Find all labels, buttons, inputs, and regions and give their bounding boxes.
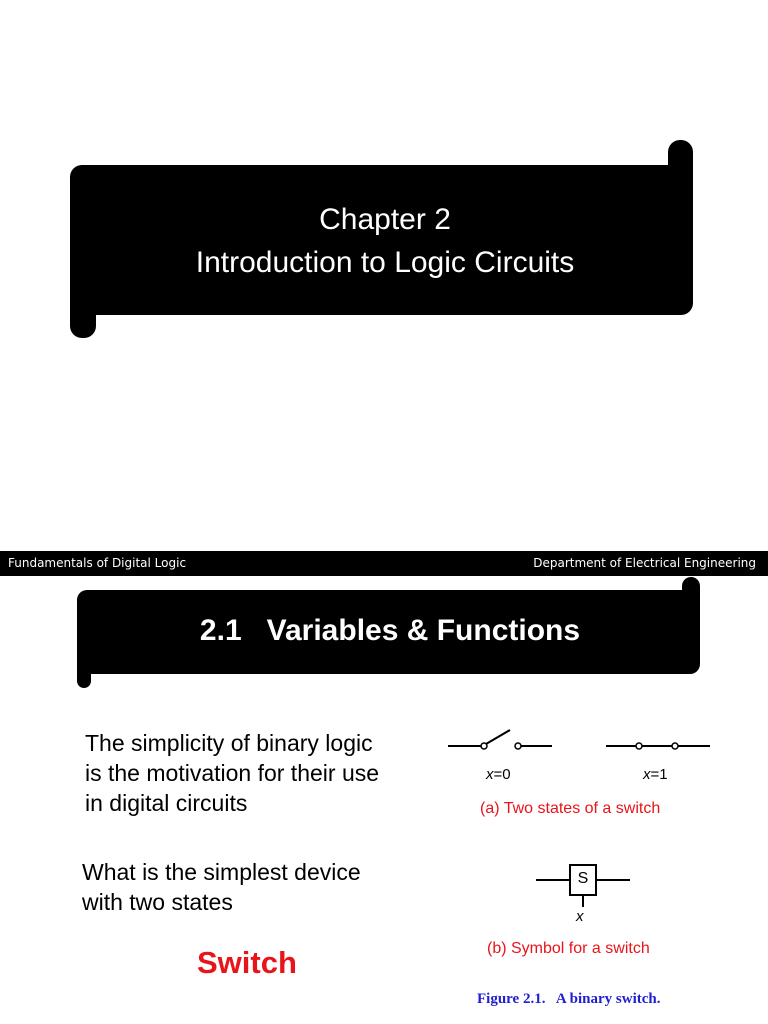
chapter-title-line-1: Chapter 2: [319, 203, 451, 236]
switch-symbol-variable: x: [576, 908, 584, 925]
switch-symbol-letter: S: [577, 870, 589, 887]
question-line: What is the simplest device: [82, 859, 361, 885]
state-0-eq: =0: [493, 766, 511, 783]
chapter-title-line-2: Introduction to Logic Circuits: [195, 246, 575, 279]
caption-two-states: (a) Two states of a switch: [480, 800, 661, 817]
switch-open-diagram: [448, 730, 552, 749]
state-1-eq: =1: [650, 766, 668, 783]
answer-text: Switch: [197, 945, 297, 980]
question-line: with two states: [82, 889, 233, 915]
intro-line: The simplicity of binary logic: [85, 730, 373, 756]
question-paragraph: [82, 857, 422, 917]
switch-closed-diagram: [606, 743, 710, 749]
footer-course-name: Fundamentals of Digital Logic: [8, 556, 187, 570]
state-1-label: [643, 766, 668, 783]
intro-paragraph: [85, 728, 425, 818]
section-title: 2.1 Variables & Functions: [199, 614, 581, 647]
footer-department: Department of Electrical Engineering: [533, 556, 756, 570]
caption-switch-symbol: (b) Symbol for a switch: [487, 940, 650, 957]
state-1-var: x: [643, 766, 651, 783]
intro-line: is the motivation for their use: [85, 760, 380, 786]
figure-caption: Figure 2.1. A binary switch.: [477, 991, 661, 1007]
state-0-var: x: [486, 766, 494, 783]
intro-line: in digital circuits: [85, 790, 248, 816]
state-0-label: [486, 766, 511, 783]
